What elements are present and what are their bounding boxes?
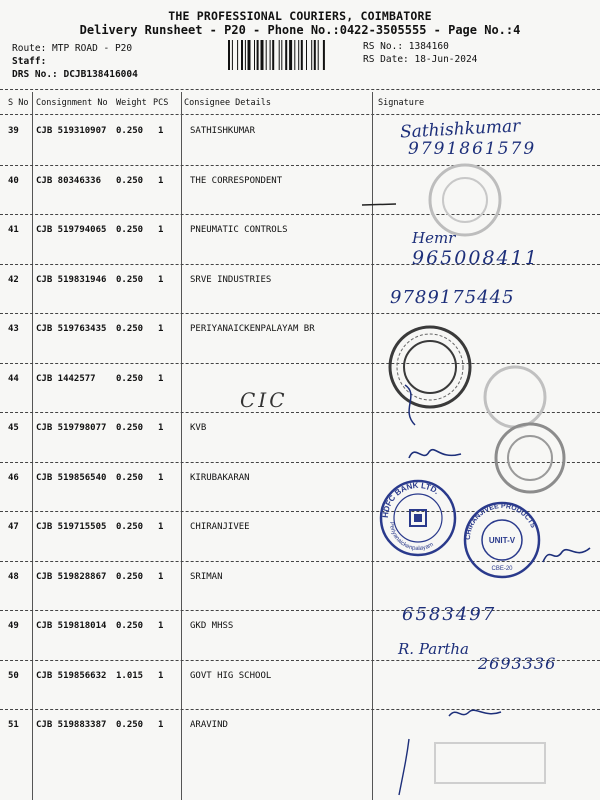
row-weight: 0.250 [116,571,144,582]
table-row [0,116,600,166]
handwritten-phone: 9791861579 [408,139,537,159]
col-pcs: PCS [153,98,169,108]
handwritten-phone: 9789175445 [390,287,515,308]
row-pcs: 1 [158,670,164,681]
row-pcs: 1 [158,126,164,136]
barcode-bar [323,40,325,70]
row-consignee: GOVT HIG SCHOOL [190,670,272,681]
barcode-icon [228,40,356,70]
barcode-bar [257,40,259,70]
row-sno: 45 [8,423,19,433]
row-consignment: CJB 80346336 [36,175,102,186]
table-row [0,265,600,315]
row-sno: 48 [8,571,19,582]
row-consignee: CHIRANJIVEE [190,522,250,532]
barcode-bar [311,40,312,70]
barcode-bar [281,40,282,70]
page-title: THE PROFESSIONAL COURIERS, COIMBATORE [168,9,432,23]
drs-number: DRS No.: DCJB138416004 [12,69,138,80]
barcode-bar [298,40,299,70]
table-row [0,166,600,216]
row-consignee: PERIYANAICKENPALAYAM BR [190,324,315,334]
row-sno: 51 [8,720,19,730]
row-sno: 50 [8,670,19,681]
row-consignee: THE CORRESPONDENT [190,175,283,186]
handwritten-phone: 965008411 [412,247,539,269]
handwritten-name: Sathishkumar [399,116,521,143]
row-pcs: 1 [158,324,164,334]
row-consignee: SRVE INDUSTRIES [190,274,272,285]
staff-label: Staff: [12,56,47,67]
row-consignment: CJB 519794065 [36,225,107,235]
row-weight: 0.250 [116,126,144,136]
barcode-bar [270,40,271,70]
stamp-text: Periyanaickenpalayam [387,521,435,553]
row-sno: 42 [8,274,19,285]
barcode-bar [301,40,303,70]
handwritten-name: Hemr [412,229,456,247]
row-consignment: CJB 519828867 [36,571,107,582]
row-sno: 43 [8,324,19,334]
barcode-bar [314,40,316,70]
table-row [0,463,600,513]
row-weight: 0.250 [116,720,144,730]
row-pcs: 1 [158,621,164,631]
row-sno: 47 [8,522,19,532]
row-weight: 0.250 [116,472,144,483]
barcode-bar [237,40,238,70]
route-label: Route: MTP ROAD - P20 [12,43,133,54]
row-sno: 41 [8,225,19,235]
stamp-text: CHIRANJIVEE PRODUCTS [464,502,537,541]
barcode-bar [228,40,230,70]
row-consignment: CJB 519831946 [36,274,107,285]
row-consignee: GKD MHSS [190,621,234,631]
row-consignment: CJB 519856632 [36,670,107,681]
row-weight: 1.015 [116,670,144,681]
row-consignment: CJB 519856540 [36,472,107,483]
barcode-bar [266,40,267,70]
table-row [0,710,600,760]
row-weight: 0.250 [116,373,144,384]
barcode-bar [272,40,274,70]
rs-date: RS Date: 18-Jun-2024 [363,54,478,65]
row-consignment: CJB 519798077 [36,423,107,433]
table-row [0,512,600,562]
row-sno: 49 [8,621,19,631]
table-row [0,562,600,612]
row-weight: 0.250 [116,423,144,433]
row-consignment: CJB 519715505 [36,522,107,532]
row-weight: 0.250 [116,324,144,334]
row-pcs: 1 [158,522,164,532]
barcode-bar [279,40,280,70]
barcode-bar [248,40,251,70]
row-consignment: CJB 519763435 [36,324,107,334]
table-row [0,215,600,265]
row-consignee: SATHISHKUMAR [190,126,256,136]
row-consignment: CJB 519883387 [36,720,107,730]
barcode-bar [318,40,319,70]
row-sno: 44 [8,373,19,384]
col-consignee: Consignee Details [184,98,271,108]
table-row [0,314,600,364]
table-row [0,661,600,711]
barcode-bar [289,40,292,70]
barcode-bar [306,40,307,70]
row-consignee: ARAVIND [190,720,228,730]
row-consignee: KIRUBAKARAN [190,472,250,483]
row-pcs: 1 [158,720,164,730]
handwritten-phone: 2693336 [478,654,557,673]
handwritten-note: CIC [240,388,288,412]
row-weight: 0.250 [116,225,144,235]
page-subtitle: Delivery Runsheet - P20 - Phone No.:0422-3505555 - Page No.:4 [79,23,521,37]
row-sno: 46 [8,472,19,483]
col-sno: S No [8,98,29,108]
header-divider-bottom [0,114,600,115]
barcode-bar [232,40,233,70]
row-sno: 39 [8,126,19,136]
table-row [0,364,600,414]
header-divider-top [0,89,600,90]
table-row [0,611,600,661]
row-pcs: 1 [158,423,164,433]
barcode-bar [261,40,264,70]
rs-number: RS No.: 1384160 [363,41,449,52]
col-consignment: Consignment No [36,98,108,108]
row-weight: 0.250 [116,175,144,186]
row-consignee: KVB [190,423,207,433]
barcode-bar [254,40,255,70]
row-weight: 0.250 [116,621,144,631]
row-weight: 0.250 [116,522,144,532]
row-consignee: PNEUMATIC CONTROLS [190,225,288,235]
table-row [0,413,600,463]
row-pcs: 1 [158,571,164,582]
row-pcs: 1 [158,274,164,285]
row-pcs: 1 [158,472,164,483]
stamp-text: UNIT-V [488,536,516,545]
row-pcs: 1 [158,373,164,384]
row-pcs: 1 [158,175,164,186]
barcode-bar [285,40,287,70]
row-consignee: SRIMAN [190,571,223,582]
col-signature: Signature [378,98,425,108]
row-consignment: CJB 1442577 [36,373,96,384]
handwritten-phone: 6583497 [402,604,497,625]
barcode-bar [245,40,246,70]
col-weight: Weight [116,98,147,108]
row-sno: 40 [8,175,19,186]
row-pcs: 1 [158,225,164,235]
row-consignment: CJB 519310907 [36,126,107,136]
row-weight: 0.250 [116,274,144,285]
barcode-bar [294,40,295,70]
stamp-text: CBE-20 [491,566,513,572]
stamp-text: HDFC BANK LTD. [380,480,441,519]
row-consignment: CJB 519818014 [36,621,107,631]
handwritten-name: R. Partha [398,640,469,658]
barcode-bar [241,40,243,70]
